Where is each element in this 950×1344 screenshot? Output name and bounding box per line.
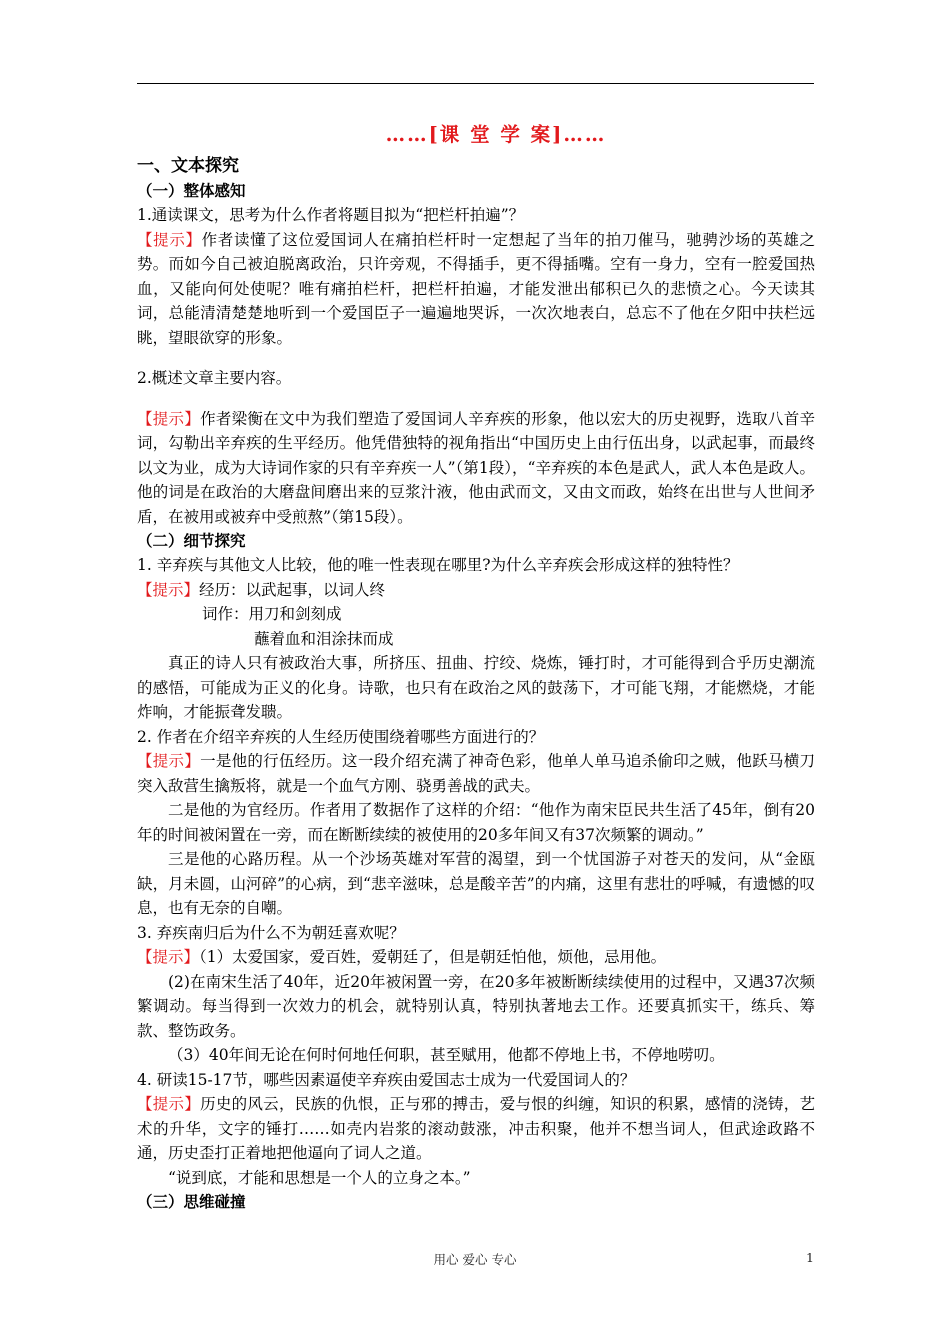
answer-5-p2: (2)在南宋生活了40年，近20年被闲置一旁，在20多年被断断续续使用的过程中，又遇37次频繁调动。每当得到一次效力的机会，就特别认真，特别执著地去工作。还要真抓实干，练兵、筹款、整饬政务。	[137, 972, 815, 1040]
answer-5-p3: （3）40年间无论在何时何地任何职，甚至赋用，他都不停地上书，不停地唠叨。	[168, 1046, 725, 1064]
answer-1	[137, 228, 815, 351]
page-number: 1	[806, 1250, 814, 1265]
answer-2	[137, 407, 815, 530]
hint-label: 【提示】	[137, 1095, 201, 1113]
question-4: 2. 作者在介绍辛弃疾的人生经历使围绕着哪些方面进行的？	[137, 727, 545, 746]
hint-label: 【提示】	[137, 409, 201, 428]
page-title: ……[课 堂 学 案]……	[385, 123, 607, 146]
answer-3-line2: 词作：用刀和剑刻成	[202, 605, 342, 623]
answer-5-p1: 【提示】（1）太爱国家，爱百姓，爱朝廷了，但是朝廷怕他，烦他，忌用他。	[137, 948, 667, 966]
question-5: 3. 弃疾南归后为什么不为朝廷喜欢呢？	[137, 923, 405, 942]
answer-4-p3: 三是他的心路历程。从一个沙场英雄对军营的渴望，到一个忧国游子对苍天的发问，从“金瓯缺，月未圆，山河碎”的心病，到“悲辛滋味，总是酸辛苦”的内痛，这里有悲壮的呼喊，有遗憾的叹息，也有无奈的自嘲。	[137, 850, 815, 917]
answer-2-text: 作者梁衡在文中为我们塑造了爱国词人辛弃疾的形象，他以宏大的历史视野，选取八首辛词，勾勒出辛弃疾的生平经历。他凭借独特的视角指出“中国历史上由行伍出身，以武起事，而最终以文为业，成为大诗词作家的只有辛弃疾一人”（第1段），“辛弃疾的本色是武人，武人本色是政人。他的词是在政治的大磨盘间磨出来的豆浆汁液，他由武而文，又由文而政，始终在出世与人世间矛盾，在被用或被弃中受煎熬”（第15段）。	[137, 409, 815, 526]
answer-6-quote: “说到底，才能和思想是一个人的立身之本。”	[168, 1168, 471, 1187]
question-3: 1. 辛弃疾与其他文人比较，他的唯一性表现在哪里?为什么辛弃疾会形成这样的独特性？	[137, 556, 739, 574]
subsection-heading-overall: （一）整体感知	[137, 181, 246, 200]
answer-3-paragraph: 真正的诗人只有被政治大事，所挤压、扭曲、拧绞、烧炼，锤打时，才可能得到合乎历史潮流的感悟，可能成为正义的化身。诗歌，也只有在政治之风的鼓荡下，才可能飞翔，才能燃烧，才能炸响，才能振聋发聩。	[137, 654, 815, 721]
question-2: 2.概述文章主要内容。	[137, 369, 292, 387]
section-heading: 一、文本探究	[137, 156, 239, 176]
question-6: 4. 研读15-17节，哪些因素逼使辛弃疾由爱国志士成为一代爱国词人的？	[137, 1070, 636, 1089]
subsection-heading-thinking: （三）思维碰撞	[137, 1192, 246, 1211]
question-1: 1.通读课文，思考为什么作者将题目拟为“把栏杆拍遍”？	[137, 206, 525, 224]
subsection-heading-details: （二）细节探究	[137, 531, 246, 550]
page-content	[137, 120, 815, 1214]
answer-1-text: 作者读懂了这位爱国词人在痛拍栏杆时一定想起了当年的拍刀催马，驰骋沙场的英雄之势。而如今自己被迫脱离政治，只许旁观，不得插手，更不得插嘴。空有一身力，空有一腔爱国热血，又能向何处使呢？唯有痛拍栏杆，把栏杆拍遍，才能发泄出郁积已久的悲愤之心。今天读其词，总能清清楚楚地听到一个爱国臣子一遍遍地哭诉，一次次地表白，总忘不了他在夕阳中扶栏远眺，望眼欲穿的形象。	[137, 230, 815, 347]
answer-4-p1: 【提示】一是他的行伍经历。这一段介绍充满了神奇色彩，他单人单马追杀偷印之贼，他跃马横刀突入敌营生擒叛将，就是一个血气方刚、骁勇善战的武夫。	[137, 752, 815, 795]
footer-motto: 用心 爱心 专心	[433, 1252, 517, 1267]
answer-6: 【提示】历史的风云，民族的仇恨，正与邪的搏击，爱与恨的纠缠，知识的积累，感情的浇铸，艺术的升华，文字的锤打……如壳内岩浆的滚动鼓涨，冲击积聚，他并不想当词人，但武途政路不通，历史歪打正着地把他逼向了词人之道。	[137, 1095, 815, 1162]
hint-label: 【提示】	[137, 230, 202, 249]
hint-label: 【提示】	[137, 752, 201, 770]
answer-3-line3: 蘸着血和泪涂抹而成	[254, 629, 394, 648]
hint-label: 【提示】	[137, 580, 200, 599]
answer-4-p2: 二是他的为官经历。作者用了数据作了这样的介绍：“他作为南宋臣民共生活了45年，倒有20年的时间被闲置在一旁，而在断断续续的被使用的20多年间又有37次频繁的调动。”	[137, 801, 815, 844]
hint-label: 【提示】	[137, 948, 200, 966]
answer-3-line1: 【提示】经历：以武起事，以词人终	[137, 580, 386, 599]
header-rule	[137, 83, 814, 84]
